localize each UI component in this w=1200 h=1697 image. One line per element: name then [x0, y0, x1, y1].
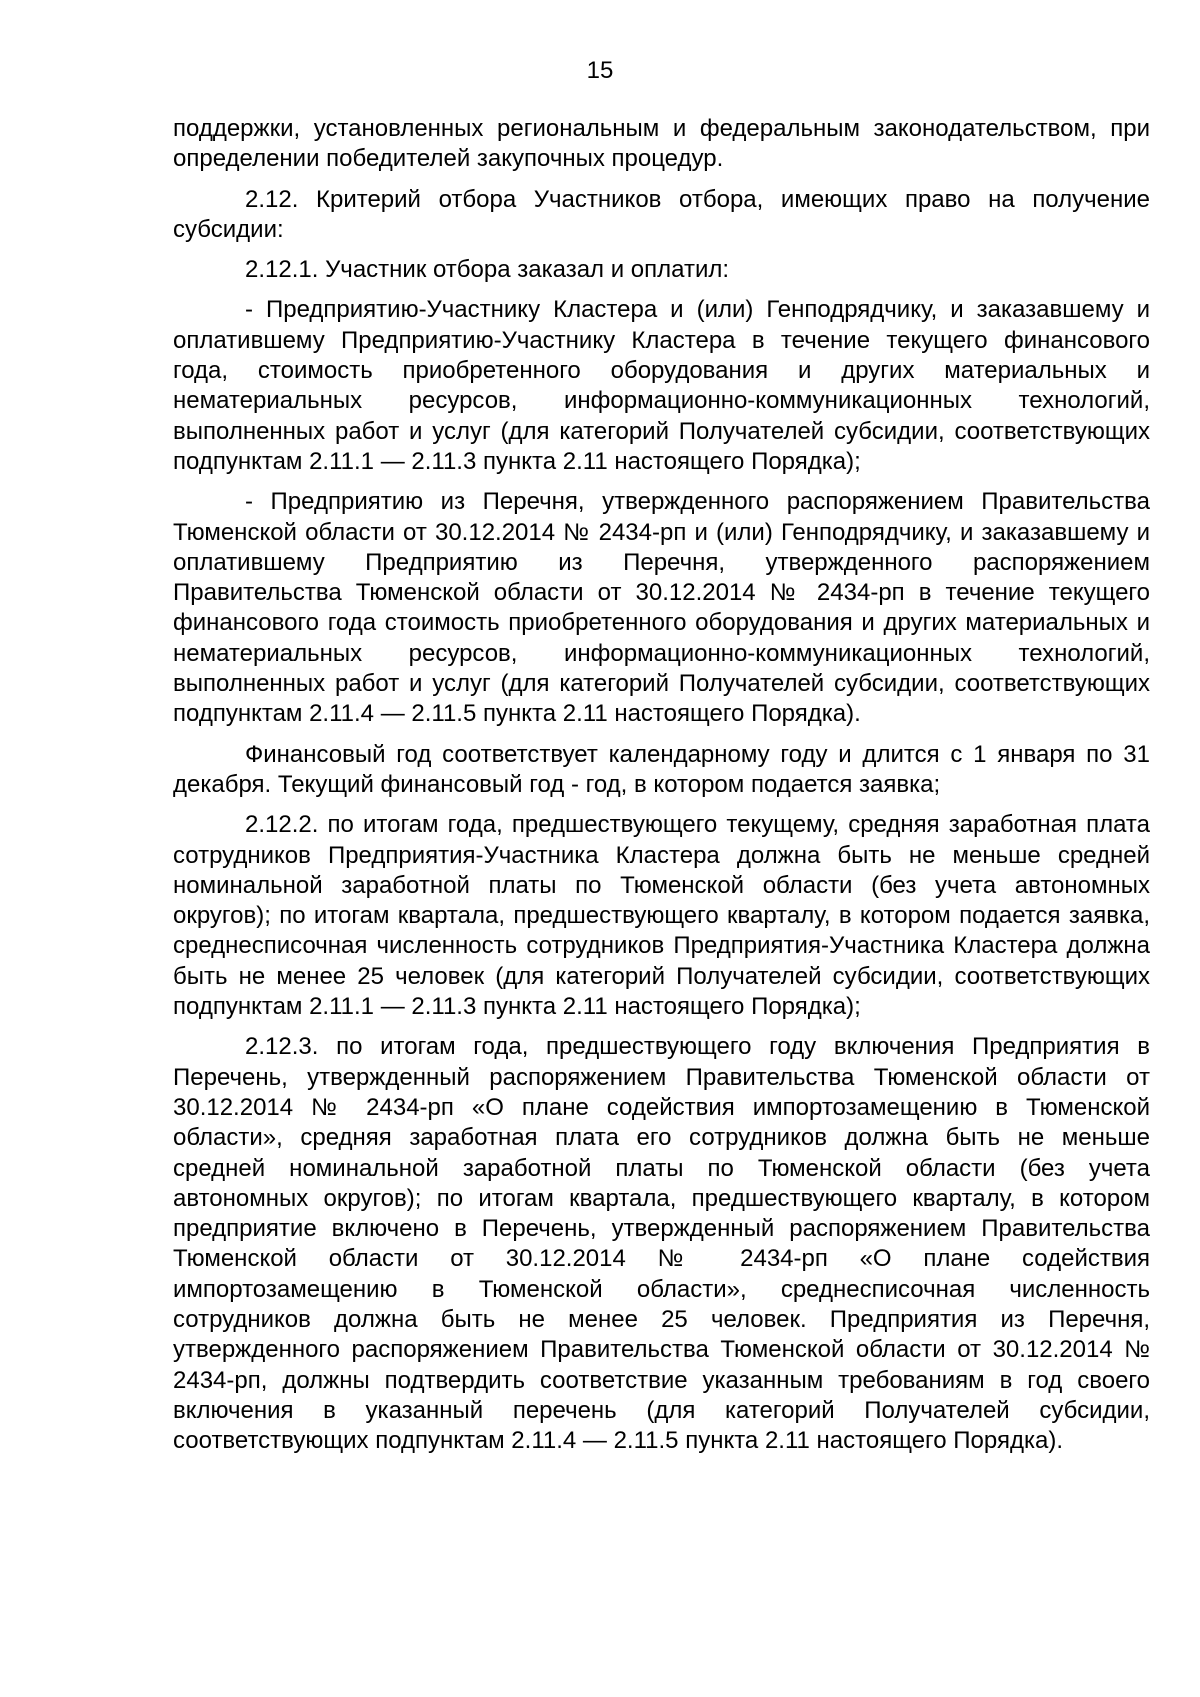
paragraph-financial-year: Финансовый год соответствует календарному году и длится с 1 января по 31 декабря. Текущий финансовый год - год, в котором подается заявка;	[173, 740, 1150, 798]
paragraph-2-12-1: 2.12.1. Участник отбора заказал и оплатил:	[245, 256, 730, 284]
document-body	[173, 114, 1150, 1466]
paragraph-list-enterprise: - Предприятию из Перечня, утвержденного распоряжением Правительства Тюменской области от 30.12.2014 № 2434-рп и (или) Генподрядчику, и заказавшему и оплатившему Предприятию из Перечня, утвержденного распоряжением Правительства Тюменской области от 30.12.2014 № 2434-рп в течение текущего финансового года стоимость приобретенного оборудования и других материальных и нематериальных ресурсов, информационно-коммуникационных технологий, выполненных работ и услуг (для категорий Получателей субсидии, соответствующих подпунктам 2.11.4 — 2.11.5 пункта 2.11 настоящего Порядка).	[173, 488, 1150, 728]
page-number: 15	[586, 57, 614, 84]
paragraph-2-12-2: 2.12.2. по итогам года, предшествующего текущему, средняя заработная плата сотрудников Предприятия-Участника Кластера должна быть не меньше средней номинальной заработной платы по Тюменской области (без учета автономных округов); по итогам квартала, предшествующего кварталу, в котором подается заявка, среднесписочная численность сотрудников Предприятия-Участника Кластера должна быть не менее 25 человек (для категорий Получателей субсидии, соответствующих подпунктам 2.11.1 — 2.11.3 пункта 2.11 настоящего Порядка);	[173, 811, 1150, 1021]
paragraph-continuation: поддержки, установленных региональным и федеральным законодательством, при определении победителей закупочных процедур.	[173, 115, 1150, 173]
paragraph-2-12-3: 2.12.3. по итогам года, предшествующего году включения Предприятия в Перечень, утвержденный распоряжением Правительства Тюменской области от 30.12.2014 № 2434-рп «О плане содействия импортозамещению в Тюменской области», средняя заработная плата его сотрудников должна быть не меньше средней номинальной заработной платы по Тюменской области (без учета автономных округов); по итогам квартала, предшествующего кварталу, в котором предприятие включено в Перечень, утвержденный распоряжением Правительства Тюменской области от 30.12.2014 № 2434-рп «О плане содействия импортозамещению в Тюменской области», среднесписочная численность сотрудников должна быть не менее 25 человек. Предприятия из Перечня, утвержденного распоряжением Правительства Тюменской области от 30.12.2014 № 2434-рп, должны подтвердить соответствие указанным требованиям в год своего включения в указанный перечень (для категорий Получателей субсидии, соответствующих подпунктам 2.11.4 — 2.11.5 пункта 2.11 настоящего Порядка).	[173, 1033, 1150, 1455]
paragraph-cluster-participant: - Предприятию-Участнику Кластера и (или) Генподрядчику, и заказавшему и оплатившему Предприятию-Участнику Кластера в течение текущего финансового года, стоимость приобретенного оборудования и других материальных и нематериальных ресурсов, информационно-коммуникационных технологий, выполненных работ и услуг (для категорий Получателей субсидии, соответствующих подпунктам 2.11.1 — 2.11.3 пункта 2.11 настоящего Порядка);	[173, 296, 1150, 475]
paragraph-2-12: 2.12. Критерий отбора Участников отбора, имеющих право на получение субсидии:	[173, 185, 1150, 243]
